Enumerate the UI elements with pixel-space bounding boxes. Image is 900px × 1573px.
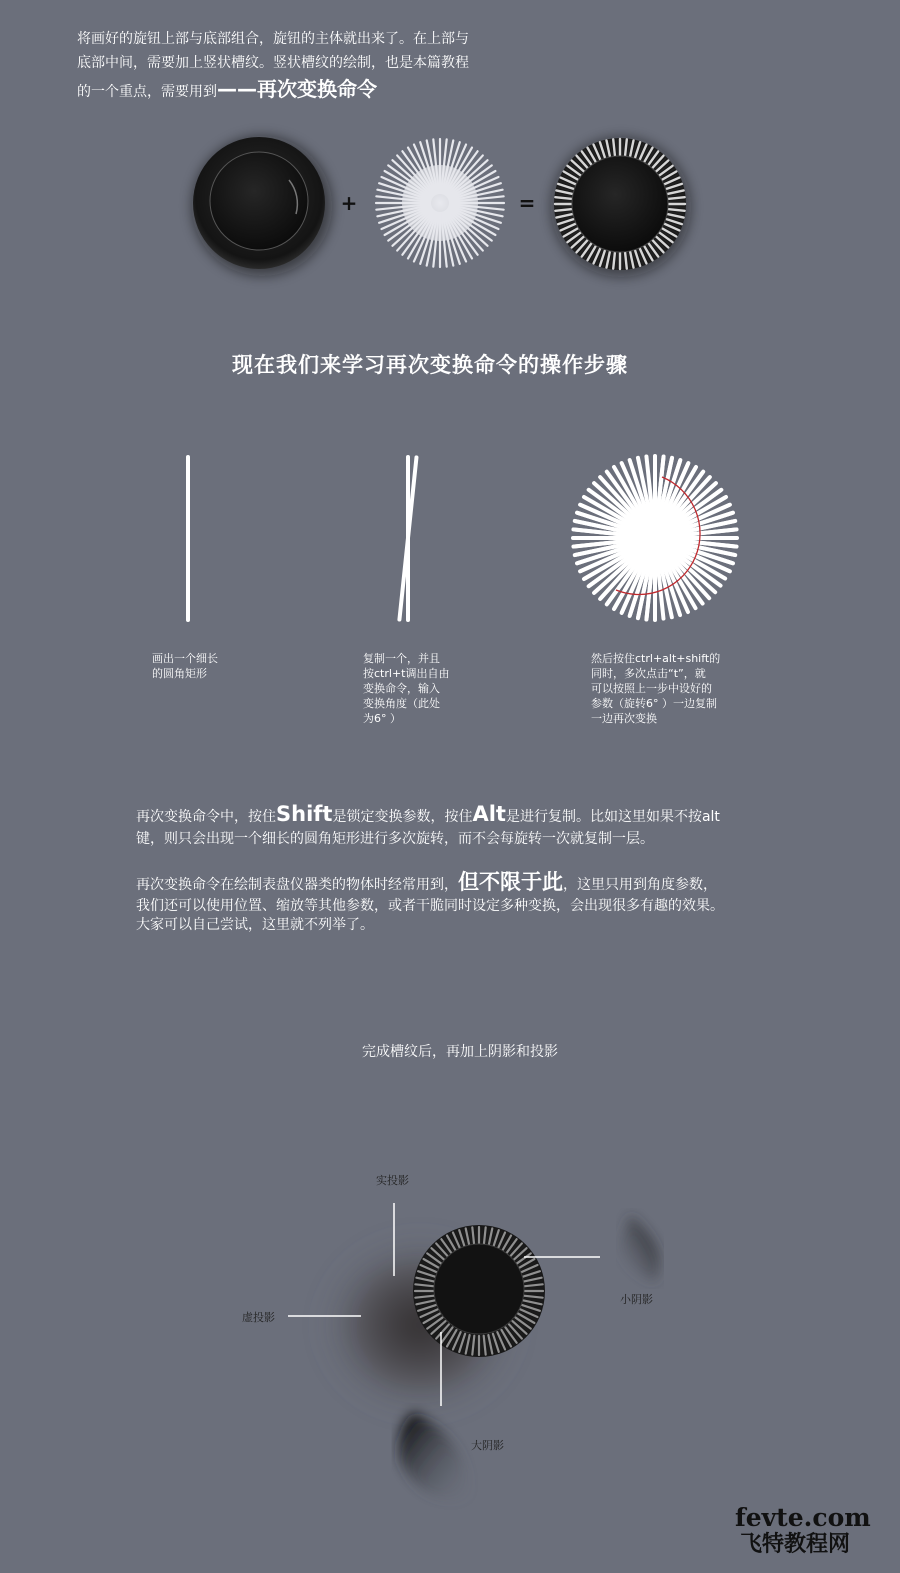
alt-key-label: Alt [472,802,506,826]
step2-caption-line: 按ctrl+t调出自由 [363,667,450,680]
para2-text: 再次变换命令在绘制表盘仪器类的物体时经常用到， [136,877,458,893]
section-heading: 现在我们来学习再次变换命令的操作步骤 [232,353,628,377]
shift-key-label: Shift [276,802,333,826]
para2-text: ，这里只用到角度参数， [563,877,717,893]
step2-caption-line: 复制一个，并且 [363,652,440,665]
intro-line-1: 将画好的旋钮上部与底部组合，旋钮的主体就出来了。在上部与 [77,31,469,47]
para2-emphasis: 但不限于此 [458,870,563,894]
para1-text: 是进行复制。比如这里如果不按alt [505,809,720,825]
step3-caption-line: 可以按照上一步中设好的 [591,682,712,695]
large-shadow [399,1412,470,1501]
soft-shadow-label: 虚投影 [242,1311,275,1324]
watermark-site-name: 飞特教程网 [740,1532,851,1557]
step1-caption-line: 画出一个细长 [152,652,218,665]
equals-sign: = [518,191,536,215]
plus-sign: + [340,191,358,215]
intro-command-name: ——再次变换命令 [217,77,377,101]
paragraph-2-line-2: 我们还可以使用位置、缩放等其他参数，或者干脆同时设定多种变换，会出现很多有趣的效果。 [136,898,724,914]
intro-line-2: 底部中间，需要加上竖状槽纹。竖状槽纹的绘制，也是本篇教程 [77,55,469,71]
shadow-section-title: 完成槽纹后，再加上阴影和投影 [362,1044,558,1060]
step1-caption-line: 的圆角矩形 [152,667,207,680]
watermark-domain: fevte.com [735,1503,871,1532]
step2-caption-line: 变换命令，输入 [363,682,440,695]
large-shadow-label: 大阴影 [471,1439,504,1452]
step3-caption-line: 然后按住ctrl+alt+shift的 [591,652,721,665]
paragraph-1-line-2: 键，则只会出现一个细长的圆角矩形进行多次旋转，而不会每旋转一次就复制一层。 [136,831,654,847]
step3-caption-line: 一边再次变换 [591,712,657,725]
intro-line-3-text: 的一个重点，需要用到 [77,84,217,100]
step3-caption-line: 参数（旋转6° ）一边复制 [591,697,717,710]
para1-text: 是锁定变换参数，按住 [332,809,473,825]
small-shadow [620,1215,660,1282]
para1-text: 再次变换命令中，按住 [136,809,276,825]
step2-caption-line: 变换角度（此处 [363,697,440,710]
step2-caption-line: 为6° ） [363,712,401,725]
final-knob-icon [413,1225,545,1357]
small-shadow-label: 小阴影 [620,1293,653,1306]
paragraph-2-line-3: 大家可以自己尝试，这里就不列举了。 [136,917,374,933]
step3-caption-line: 同时，多次点击“t”，就 [591,667,706,680]
solid-shadow-label: 实投影 [376,1174,409,1187]
